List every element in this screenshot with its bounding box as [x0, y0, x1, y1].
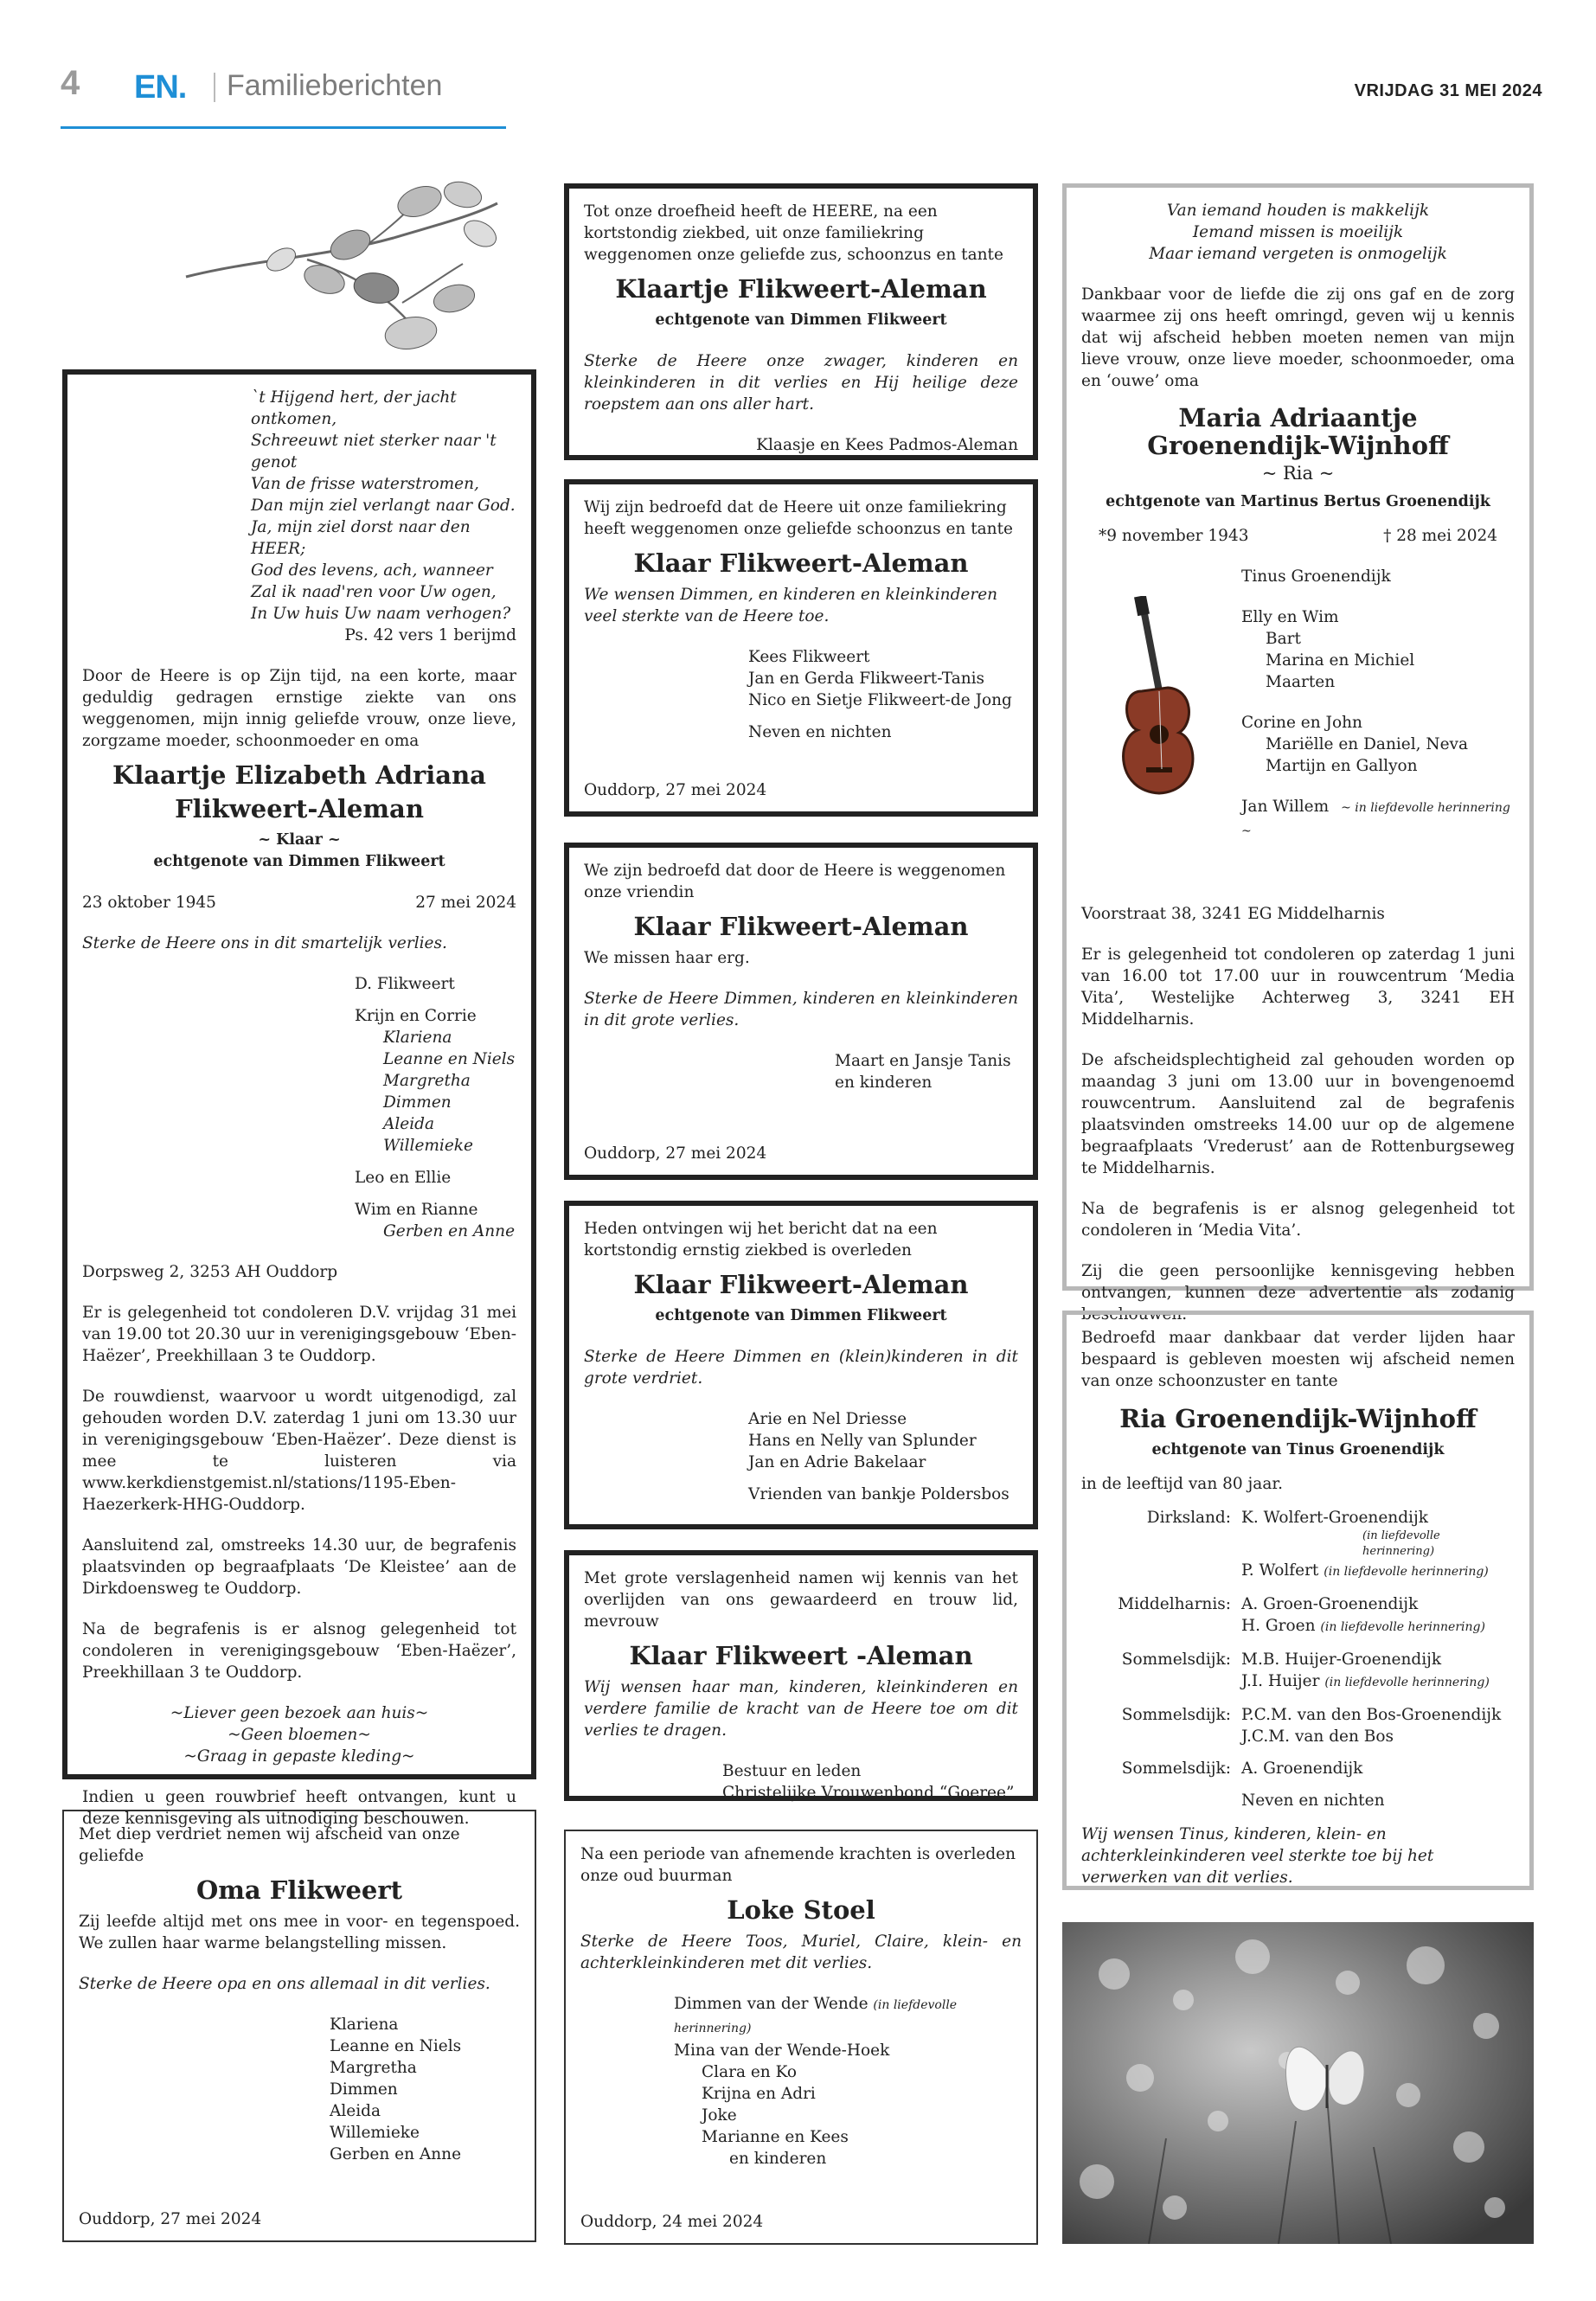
after-burial-text: Na de begrafenis is er alsnog gelegenheid tot condoleren in verenigingsgebouw ‘Eben-Haëzer’, Preekhillaan 3 te Ouddorp. — [82, 1620, 516, 1682]
signatory: Margretha — [330, 2059, 417, 2077]
strength-text: We wensen Dimmen, en kinderen en kleinkinderen veel sterkte van de Heere toe. — [584, 586, 998, 625]
relative — [1241, 1560, 1515, 1583]
psalm-line: Van de frisse waterstromen, — [251, 475, 479, 493]
signatory: Hans en Nelly van Splunder — [748, 1432, 977, 1450]
signatory — [674, 1993, 1022, 2040]
strength-text: Wij wensen haar man, kinderen, kleinkinderen en verdere familie de kracht van de Heere toe om dit verlies te dragen. — [584, 1678, 1018, 1740]
signatory: Maart en Jansje Tanis — [835, 1052, 1011, 1070]
signatory: Klariena — [330, 2016, 399, 2034]
relative — [1241, 1615, 1515, 1638]
obituary-vrouwenbond — [564, 1550, 1038, 1801]
relative-name: A. Groen-Groenendijk — [1241, 1595, 1419, 1613]
name-line: Maria Adriaantje — [1178, 403, 1418, 433]
closing-text: Indien u geen rouwbrief heeft ontvangen, kunt u deze kennisgeving als uitnodiging beschouwen. — [82, 1788, 516, 1828]
grandchild: Marina en Michiel — [1266, 651, 1415, 670]
family-list — [1241, 566, 1515, 843]
grandchild: Mariëlle en Daniel, Neva — [1266, 735, 1469, 753]
deceased-name — [1081, 404, 1515, 459]
deceased-name: Oma Flikweert — [195, 1875, 403, 1905]
signatory: Krijna en Adri — [702, 2085, 816, 2103]
place-label: Sommelsdijk: — [1121, 1706, 1231, 1724]
signatory: Marianne en Kees — [702, 2128, 849, 2146]
wish-text: Wij wensen Tinus, kinderen, klein- en achterkleinkinderen veel sterkte toe bij het verwerken van dit verlies. — [1081, 1825, 1434, 1887]
signatory: Clara en Ko — [702, 2063, 798, 2081]
service-text: De rouwdienst, waarvoor u wordt uitgenodigd, zal gehouden worden D.V. zaterdag 1 juni om 13.30 uur in verenigingsgebouw ‘Eben-Haëzer’. Deze dienst is mee te luisteren via www.kerkdienstgemist.nl/stations/1195-Eben-Haezerkerk-HHG-Ouddorp. — [82, 1388, 516, 1514]
signatories — [748, 646, 1018, 743]
obituary-padmos — [564, 183, 1038, 460]
after-burial-text: Na de begrafenis is er alsnog gelegenheid tot condoleren in ‘Media Vita’. — [1081, 1200, 1515, 1240]
body-text: We missen haar erg. — [584, 949, 750, 967]
intro-text: Door de Heere is op Zijn tijd, na een korte, maar geduldig gedragen ernstige ziekte van ons weggenomen, mijn innig geliefde vrouw, onze lieve, zorgzame moeder, schoonmoeder en oma — [82, 667, 516, 750]
family-member: Elly en Wim — [1241, 608, 1339, 626]
signatory: en kinderen — [835, 1074, 933, 1092]
relative — [1081, 1649, 1515, 1670]
obituary-bankje-poldersbos — [564, 1201, 1038, 1529]
place-label: Sommelsdijk: — [1121, 1650, 1231, 1669]
quote-line: Iemand missen is moeilijk — [1192, 223, 1404, 241]
spouse-line: echtgenote van Dimmen Flikweert — [153, 853, 445, 870]
signatory: Gerben en Anne — [330, 2145, 462, 2163]
deceased-name: Klaar Flikweert-Aleman — [633, 912, 969, 941]
spouse-line: echtgenote van Dimmen Flikweert — [655, 311, 947, 329]
relative: Neven en nichten — [1241, 1791, 1385, 1810]
place-label: Dirksland: — [1146, 1509, 1231, 1527]
relative — [1081, 1507, 1515, 1529]
psalm-line: Dan mijn ziel verlangt naar God. — [251, 497, 516, 515]
psalm-line: Ja, mijn ziel dorst naar den HEER; — [251, 518, 471, 558]
spouse-line: echtgenote van Tinus Groenendijk — [1151, 1441, 1445, 1458]
quote-line: Van iemand houden is makkelijk — [1166, 202, 1430, 220]
deceased-name: Klaartje Flikweert-Aleman — [615, 274, 987, 304]
signatory-name: Dimmen van der Wende — [674, 1995, 869, 2013]
place-date: Ouddorp, 24 mei 2024 — [580, 2213, 764, 2231]
signatories — [748, 1408, 1018, 1505]
signatories — [835, 1050, 1018, 1093]
family-member: Leo en Ellie — [355, 1169, 452, 1187]
obituary-klaartje-flikweert-family — [62, 369, 536, 1828]
age-text: in de leeftijd van 80 jaar. — [1081, 1475, 1284, 1493]
memory-note: (in liefdevolle herinnering) — [1324, 1565, 1489, 1579]
wishes — [82, 1702, 516, 1767]
psalm-line: God des levens, ach, wanneer — [251, 561, 493, 580]
relative-name: M.B. Huijer-Groenendijk — [1241, 1650, 1442, 1669]
signatory: Aleida — [330, 2102, 381, 2120]
signatory: Neven en nichten — [748, 723, 892, 741]
spouse-line: echtgenote van Martinus Bertus Groenendijk — [1106, 493, 1490, 510]
section-title: Familieberichten — [227, 69, 443, 102]
intro-text: Wij zijn bedroefd dat de Heere uit onze familiekring heeft weggenomen onze geliefde schoonzus en tante — [584, 498, 1013, 538]
memory-note: (in liefdevolle herinnering) — [1320, 1620, 1485, 1634]
header-rule — [61, 126, 506, 129]
quote-line: Maar iemand vergeten is onmogelijk — [1149, 245, 1447, 263]
name-line: Flikweert-Aleman — [175, 794, 424, 824]
birth-date: *9 november 1943 — [1099, 527, 1249, 545]
grandchild: Maarten — [1266, 673, 1336, 691]
relative-name: P.C.M. van den Bos-Groenendijk — [1241, 1706, 1502, 1724]
intro-text: Dankbaar voor de liefde die zij ons gaf en de zorg waarmee zij ons heeft omringd, geven wij u kennis dat wij afscheid hebben moeten nemen van mijn lieve vrouw, onze lieve moeder, schoonmoeder, oma en ‘ouwe’ oma — [1081, 285, 1515, 390]
signatory: Kees Flikweert — [748, 648, 870, 666]
deceased-name: Loke Stoel — [727, 1895, 875, 1925]
grandchild: Margretha — [383, 1072, 471, 1090]
service-text: De afscheidsplechtigheid zal gehouden worden op maandag 3 juni om 13.00 uur in bovengenoemd rouwcentrum. Aansluitend zal de begrafenis plaatsvinden omstreeks 14.00 uur op de algemene begraafplaats ‘Vrederust’ aan de Rottenburgseweg te Middelharnis. — [1081, 1051, 1515, 1177]
family-member: D. Flikweert — [355, 975, 455, 993]
grandchild: Bart — [1266, 630, 1301, 648]
obituary-ria-groenendijk-relatives — [1062, 1311, 1534, 1890]
address: Voorstraat 38, 3241 EG Middelharnis — [1081, 905, 1385, 923]
death-date: † 28 mei 2024 — [1383, 527, 1497, 545]
burial-text: Aansluitend zal, omstreeks 14.30 uur, de begrafenis plaatsvinden op begraafplaats ‘De Kleistee’ aan de Dirkdoensweg te Ouddorp. — [82, 1536, 516, 1598]
psalm-line: Zal ik naad'ren voor Uw ogen, — [251, 583, 497, 601]
signatory: Nico en Sietje Flikweert-de Jong — [748, 691, 1012, 709]
relative: J.C.M. van den Bos — [1241, 1727, 1394, 1746]
psalm-line: In Uw huis Uw naam verhogen? — [251, 605, 511, 623]
signatory: Christelijke Vrouwenbond “Goeree” — [722, 1784, 1015, 1802]
quote — [1081, 200, 1515, 265]
deceased-name — [82, 759, 516, 826]
signatories — [674, 1993, 1022, 2170]
strength-text: Sterke de Heere Toos, Muriel, Claire, klein- en achterkleinkinderen met dit verlies. — [580, 1932, 1022, 1972]
signatory: Willemieke — [330, 2124, 420, 2142]
birth-date: 23 oktober 1945 — [82, 894, 216, 912]
intro-text: Tot onze droefheid heeft de HEERE, na een kortstondig ziekbed, uit onze familiekring weggenomen onze geliefde zus, schoonzus en tante — [584, 202, 1003, 264]
intro-text: Na een periode van afnemende krachten is overleden onze oud buurman — [580, 1845, 1016, 1885]
address: Dorpsweg 2, 3253 AH Ouddorp — [82, 1263, 338, 1281]
leaf-branch-illustration — [177, 177, 506, 350]
name-line: Groenendijk-Wijnhoff — [1147, 431, 1449, 460]
relative — [1081, 1758, 1515, 1779]
obituary-loke-stoel — [564, 1830, 1038, 2245]
strength-text: Sterke de Heere onze zwager, kinderen en kleinkinderen in dit verlies en Hij heilige deze roepstem aan ons aller hart. — [584, 352, 1018, 413]
memory-note: (in liefdevolle herinnering) — [1362, 1529, 1440, 1558]
intro-text: Heden ontvingen wij het bericht dat na een kortstondig ernstig ziekbed is overleden — [584, 1220, 938, 1259]
relative — [1241, 1670, 1515, 1694]
grandchild: Gerben en Anne — [383, 1222, 516, 1240]
dates-row — [82, 892, 516, 913]
closing-text: Zij die geen persoonlijke kennisgeving hebben ontvangen, kunnen deze advertentie als zodanig beschouwen. — [1081, 1262, 1515, 1324]
grandchild: Willemieke — [383, 1137, 473, 1155]
deceased-name: Klaar Flikweert -Aleman — [629, 1641, 973, 1670]
psalm-line: `t Hijgend hert, der jacht ontkomen, — [251, 388, 457, 428]
dates-row — [1081, 525, 1515, 547]
obituary-ria-groenendijk-family — [1062, 183, 1534, 1324]
signatories — [330, 2014, 520, 2165]
deceased-name: Klaar Flikweert-Aleman — [633, 548, 969, 578]
wish-line: ~Graag in gepaste kleding~ — [183, 1747, 415, 1766]
condolence-text: Er is gelegenheid tot condoleren op zaterdag 1 juni van 16.00 tot 17.00 uur in rouwcentrum ‘Media Vita’, Westelijke Achterweg 3, 3241 EH Middelharnis. — [1081, 945, 1515, 1029]
place-date: Ouddorp, 27 mei 2024 — [79, 2210, 262, 2228]
grandchild: Leanne en Niels — [383, 1050, 516, 1068]
obituary-tanis — [564, 843, 1038, 1180]
spouse-line: echtgenote van Dimmen Flikweert — [655, 1307, 947, 1324]
family-member: Wim en Rianne — [355, 1201, 478, 1219]
family-member — [1241, 796, 1515, 843]
signatory: Klaasje en Kees Padmos-Aleman — [756, 436, 1018, 454]
header-separator — [214, 73, 215, 102]
signatory: Leanne en Niels — [330, 2037, 462, 2055]
relative — [1081, 1593, 1515, 1615]
signatory: en kinderen — [729, 2150, 827, 2168]
signatory: Jan en Gerda Flikweert-Tanis — [748, 670, 985, 688]
condolence-text: Er is gelegenheid tot condoleren D.V. vrijdag 31 mei van 19.00 tot 20.30 uur in verenigingsgebouw ‘Eben-Haëzer’, Preekhillaan 3 te Ouddorp. — [82, 1304, 516, 1365]
newspaper-logo: EN. — [134, 69, 187, 106]
family-member: Corine en John — [1241, 714, 1362, 732]
intro-text: Met grote verslagenheid namen wij kennis van het overlijden van ons gewaardeerd en trouw lid, mevrouw — [584, 1569, 1018, 1631]
relative-name: A. Groenendijk — [1241, 1759, 1363, 1778]
grandchild: Klariena — [383, 1029, 452, 1047]
relative-name: H. Groen — [1241, 1617, 1316, 1635]
place-label: Middelharnis: — [1118, 1595, 1231, 1613]
signatory: Jan en Adrie Bakelaar — [748, 1453, 926, 1471]
memory-note: (in liefdevolle herinnering) — [674, 1998, 958, 2035]
wish-line: ~Geen bloemen~ — [228, 1726, 371, 1744]
signatory: Bestuur en leden — [722, 1762, 862, 1780]
death-date: 27 mei 2024 — [415, 894, 516, 912]
grandchild: Aleida — [383, 1115, 435, 1133]
relative — [1081, 1704, 1515, 1726]
body-text: Zij leefde altijd met ons mee in voor- en tegenspoed. We zullen haar warme belangstelling missen. — [79, 1913, 520, 1952]
memory-note: ~ in liefdevolle herinnering ~ — [1241, 801, 1510, 838]
issue-date: VRIJDAG 31 MEI 2024 — [1354, 81, 1542, 100]
family-member: Tinus Groenendijk — [1241, 567, 1391, 586]
strength-text: Sterke de Heere opa en ons allemaal in dit verlies. — [79, 1975, 490, 1993]
signatory: Joke — [702, 2106, 737, 2125]
deceased-name: Ria Groenendijk-Wijnhoff — [1119, 1404, 1477, 1433]
guitar-illustration — [1112, 596, 1207, 795]
signatory: Vrienden van bankje Poldersbos — [748, 1485, 1010, 1503]
intro-text: Bedroefd maar dankbaar dat verder lijden haar bespaard is gebleven moesten wij afscheid nemen van onze schoonzuster en tante — [1081, 1329, 1515, 1390]
family-member-name: Jan Willem — [1241, 798, 1330, 816]
psalm-line: Schreeuwt niet sterker naar 't genot — [251, 432, 497, 471]
family-member: Krijn en Corrie — [355, 1007, 477, 1025]
page-number: 4 — [61, 64, 80, 102]
signatories — [722, 1760, 1018, 1804]
intro-text: We zijn bedroefd dat door de Heere is weggenomen onze vriendin — [584, 862, 1006, 901]
butterfly-photo — [1062, 1922, 1534, 2244]
deceased-name: Klaar Flikweert-Aleman — [633, 1270, 969, 1299]
obituary-flikweert-family — [564, 479, 1038, 817]
nickname: ~ Ria ~ — [1261, 463, 1335, 484]
relative-name: J.I. Huijer — [1241, 1672, 1320, 1690]
signatory: Arie en Nel Driesse — [748, 1410, 907, 1428]
relative-name: P. Wolfert — [1241, 1561, 1319, 1580]
grandchild: Dimmen — [383, 1093, 452, 1112]
name-line: Klaartje Elizabeth Adriana — [112, 760, 486, 790]
relatives-list — [1081, 1507, 1515, 1811]
strength-text: Sterke de Heere Dimmen en (klein)kinderen in dit grote verdriet. — [584, 1348, 1018, 1388]
family-list — [355, 973, 516, 1242]
memory-note: (in liefdevolle herinnering) — [1324, 1676, 1490, 1689]
relative-name: K. Wolfert-Groenendijk — [1241, 1509, 1428, 1527]
place-label: Sommelsdijk: — [1121, 1759, 1231, 1778]
grandchild: Martijn en Gallyon — [1266, 757, 1418, 775]
strength-text: Sterke de Heere Dimmen, kinderen en kleinkinderen in dit grote verlies. — [584, 990, 1018, 1029]
nickname: ~ Klaar ~ — [258, 831, 341, 849]
psalm-quote — [251, 387, 516, 625]
signatory: Mina van der Wende-Hoek — [674, 2041, 890, 2060]
signatory: Dimmen — [330, 2080, 398, 2099]
wish-line: ~Liever geen bezoek aan huis~ — [170, 1704, 429, 1722]
obituary-oma-flikweert — [62, 1810, 536, 2242]
strength-text: Sterke de Heere ons in dit smartelijk verlies. — [82, 934, 447, 952]
place-date: Ouddorp, 27 mei 2024 — [584, 781, 767, 799]
intro-text: Met diep verdriet nemen wij afscheid van onze geliefde — [79, 1825, 460, 1865]
place-date: Ouddorp, 27 mei 2024 — [584, 1144, 767, 1163]
psalm-reference: Ps. 42 vers 1 berijmd — [344, 626, 516, 644]
